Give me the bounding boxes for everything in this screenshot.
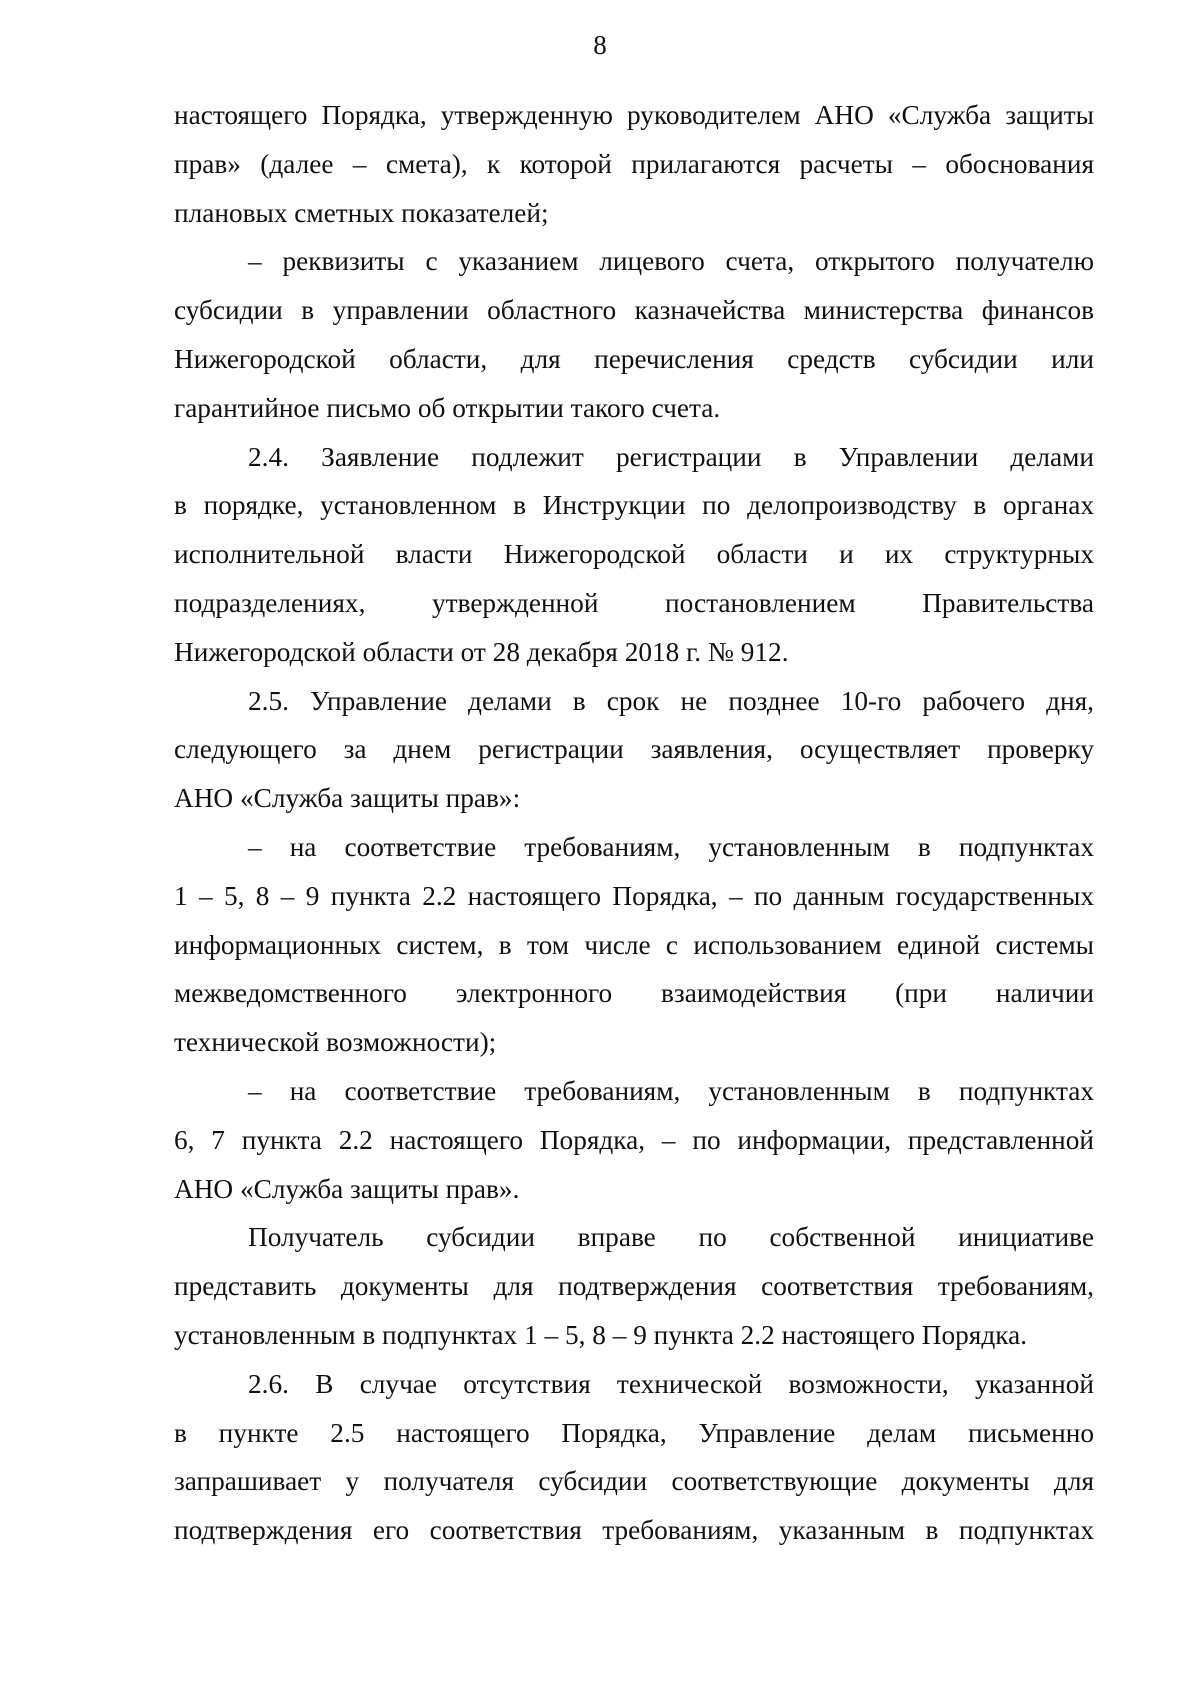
text-line: подтверждения его соответствия требованиям, указанным в подпунктах: [174, 1515, 1094, 1546]
text-line: информационных систем, в том числе с использованием единой системы: [174, 929, 1094, 960]
text-line: настоящего Порядка, утвержденную руководителем АНО «Служба защиты: [174, 100, 1094, 130]
text-line: гарантийное письмо об открытии такого счета.: [174, 392, 721, 423]
document-body: [174, 91, 1094, 1555]
text-line: межведомственного электронного взаимодействия (при наличии: [174, 978, 1094, 1009]
text-line: исполнительной власти Нижегородской области и их структурных: [174, 539, 1094, 570]
text-line: прав» (далее – смета), к которой прилагаются расчеты – обоснования: [174, 148, 1094, 179]
text-line: в пункте 2.5 настоящего Порядка, Управление делам письменно: [174, 1417, 1094, 1448]
text-line: представить документы для подтверждения соответствия требованиям,: [174, 1271, 1094, 1302]
text-line: АНО «Служба защиты прав».: [174, 1173, 520, 1204]
text-line: запрашивает у получателя субсидии соответствующие документы для: [174, 1466, 1094, 1497]
text-line: технической возможности);: [174, 1027, 497, 1058]
text-line: – на соответствие требованиям, установленным в подпунктах: [248, 1075, 1094, 1106]
text-line: АНО «Служба защиты прав»:: [174, 783, 521, 814]
text-line: 2.4. Заявление подлежит регистрации в Управлении делами: [248, 441, 1094, 472]
text-line: следующего за днем регистрации заявления, осуществляет проверку: [174, 734, 1094, 765]
text-line: Получатель субсидии вправе по собственной инициативе: [248, 1222, 1094, 1253]
text-line: субсидии в управлении областного казначейства министерства финансов: [174, 295, 1094, 326]
text-line: – реквизиты с указанием лицевого счета, открытого получателю: [248, 246, 1094, 277]
text-line: 2.6. В случае отсутствия технической возможности, указанной: [248, 1368, 1094, 1399]
text-line: 6, 7 пункта 2.2 настоящего Порядка, – по информации, представленной: [174, 1124, 1094, 1155]
text-line: плановых сметных показателей;: [174, 197, 549, 228]
text-line: в порядке, установленном в Инструкции по делопроизводству в органах: [174, 490, 1094, 521]
text-line: Нижегородской области от 28 декабря 2018 г. № 912.: [174, 636, 789, 667]
text-line: подразделениях, утвержденной постановлением Правительства: [174, 587, 1094, 618]
page-number: 8: [593, 30, 607, 60]
text-line: 2.5. Управление делами в срок не позднее 10-го рабочего дня,: [248, 685, 1094, 716]
text-line: – на соответствие требованиям, установленным в подпунктах: [248, 831, 1094, 862]
text-line: Нижегородской области, для перечисления средств субсидии или: [174, 343, 1094, 374]
text-line: установленным в подпунктах 1 – 5, 8 – 9 пункта 2.2 настоящего Порядка.: [174, 1319, 1028, 1350]
text-line: 1 – 5, 8 – 9 пункта 2.2 настоящего Порядка, – по данным государственных: [174, 880, 1094, 911]
